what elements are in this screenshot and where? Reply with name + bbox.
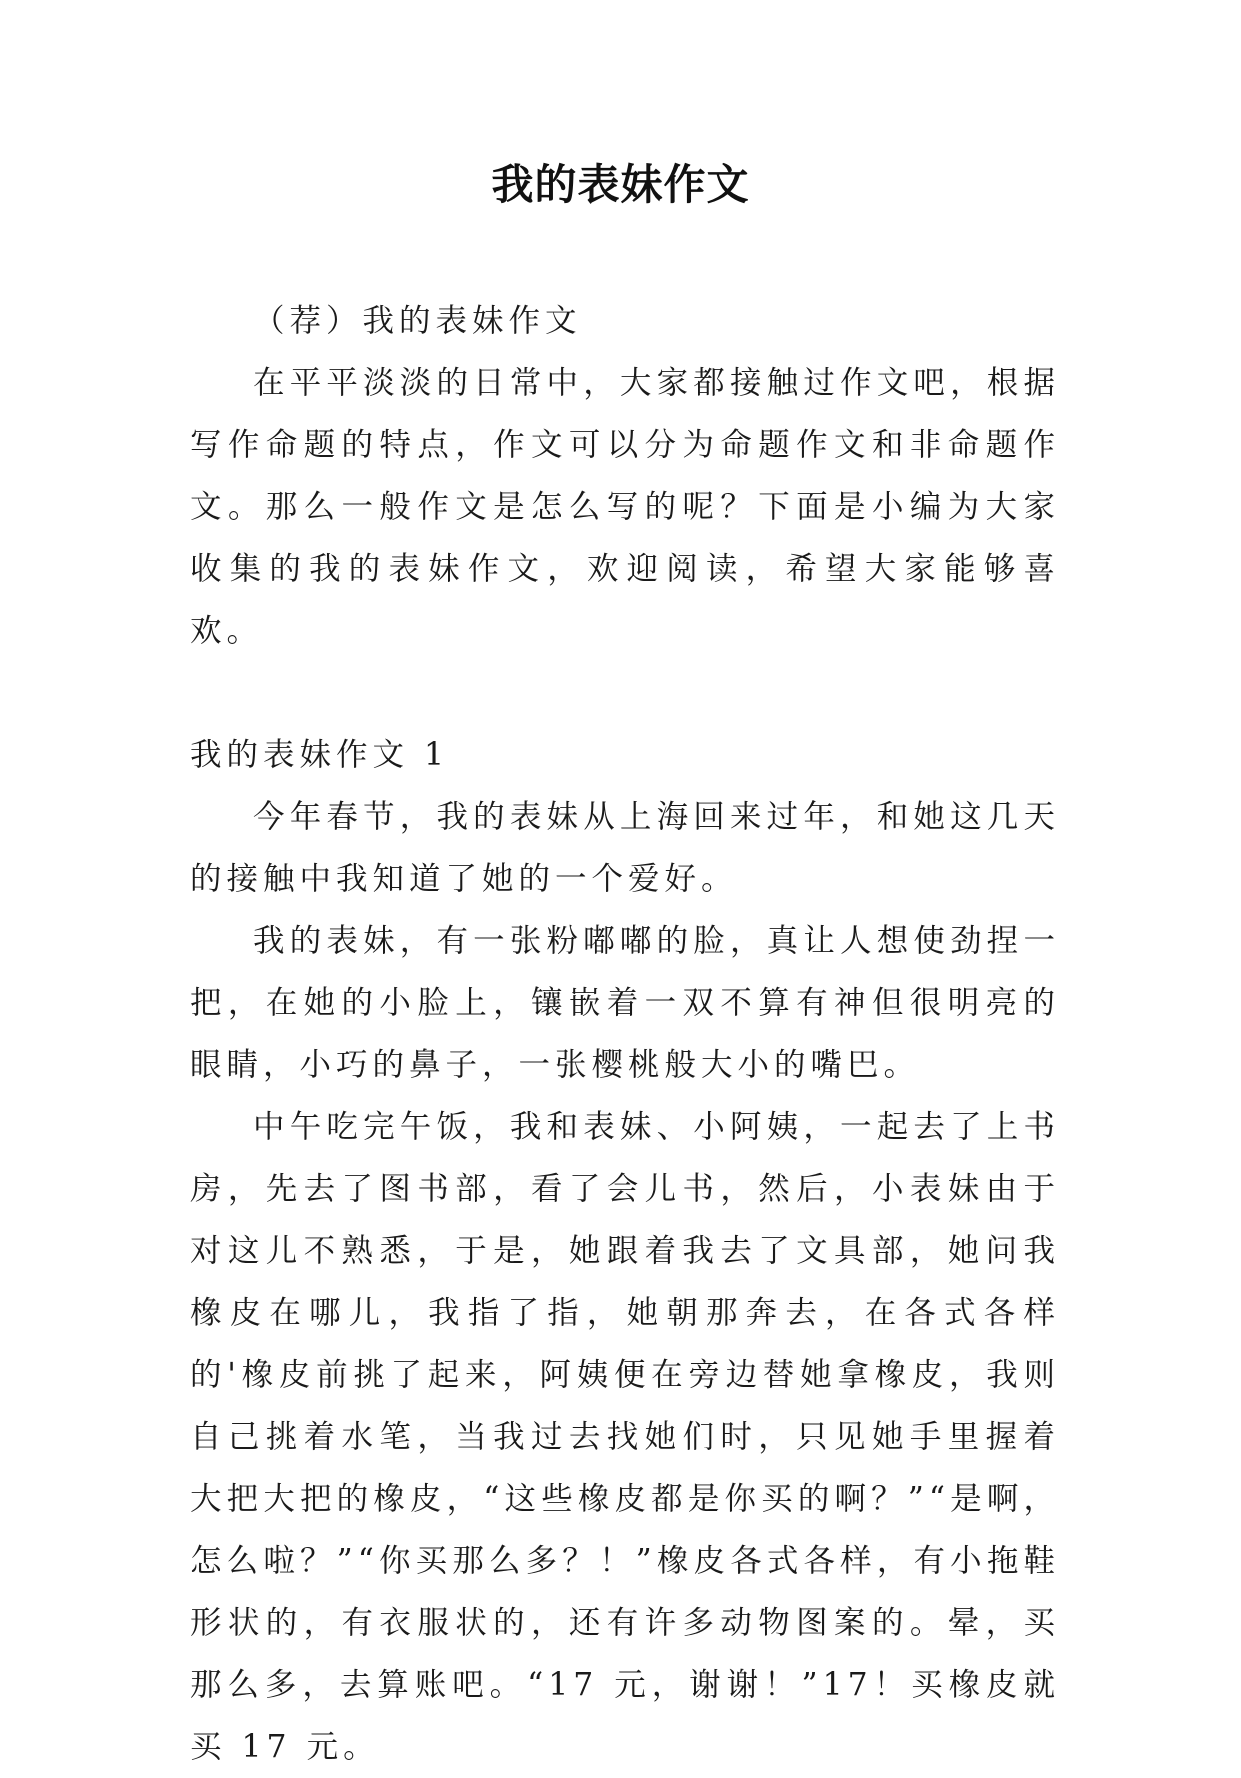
paragraph-spacer bbox=[190, 662, 1060, 724]
body-paragraph: 我的表妹，有一张粉嘟嘟的脸，真让人想使劲捏一把，在她的小脸上，镶嵌着一双不算有神但很明亮的眼睛，小巧的鼻子，一张樱桃般大小的嘴巴。 bbox=[190, 923, 1060, 1083]
body-paragraph: 中午吃完午饭，我和表妹、小阿姨，一起去了上书房，先去了图书部，看了会儿书，然后，小表妹由于对这儿不熟悉，于是，她跟着我去了文具部，她问我橡皮在哪儿，我指了指，她朝那奔去，在各式各样的'橡皮前挑了起来，阿姨便在旁边替她拿橡皮，我则自己挑着水笔，当我过去找她们时，只见她手里握着大把大把的橡皮，“这些橡皮都是你买的啊？”“是啊，怎么啦？”“你买那么多？！”橡皮各式各样，有小拖鞋形状的，有衣服状的，还有许多动物图案的。晕，买那么多，去算账吧。“17 元，谢谢！”17！买橡皮就买 17 元。 bbox=[190, 1109, 1060, 1765]
document-title: 我的表妹作文 bbox=[491, 160, 750, 209]
section-heading: 我的表妹作文 1 bbox=[190, 737, 450, 773]
document-subtitle: （荐）我的表妹作文 bbox=[253, 303, 582, 339]
intro-paragraph: 在平平淡淡的日常中，大家都接触过作文吧，根据写作命题的特点，作文可以分为命题作文和非命题作文。那么一般作文是怎么写的呢？下面是小编为大家收集的我的表妹作文，欢迎阅读，希望大家能够喜欢。 bbox=[190, 365, 1060, 649]
body-paragraph: 今年春节，我的表妹从上海回来过年，和她这几天的接触中我知道了她的一个爱好。 bbox=[190, 799, 1060, 897]
document-body bbox=[190, 290, 1060, 1778]
